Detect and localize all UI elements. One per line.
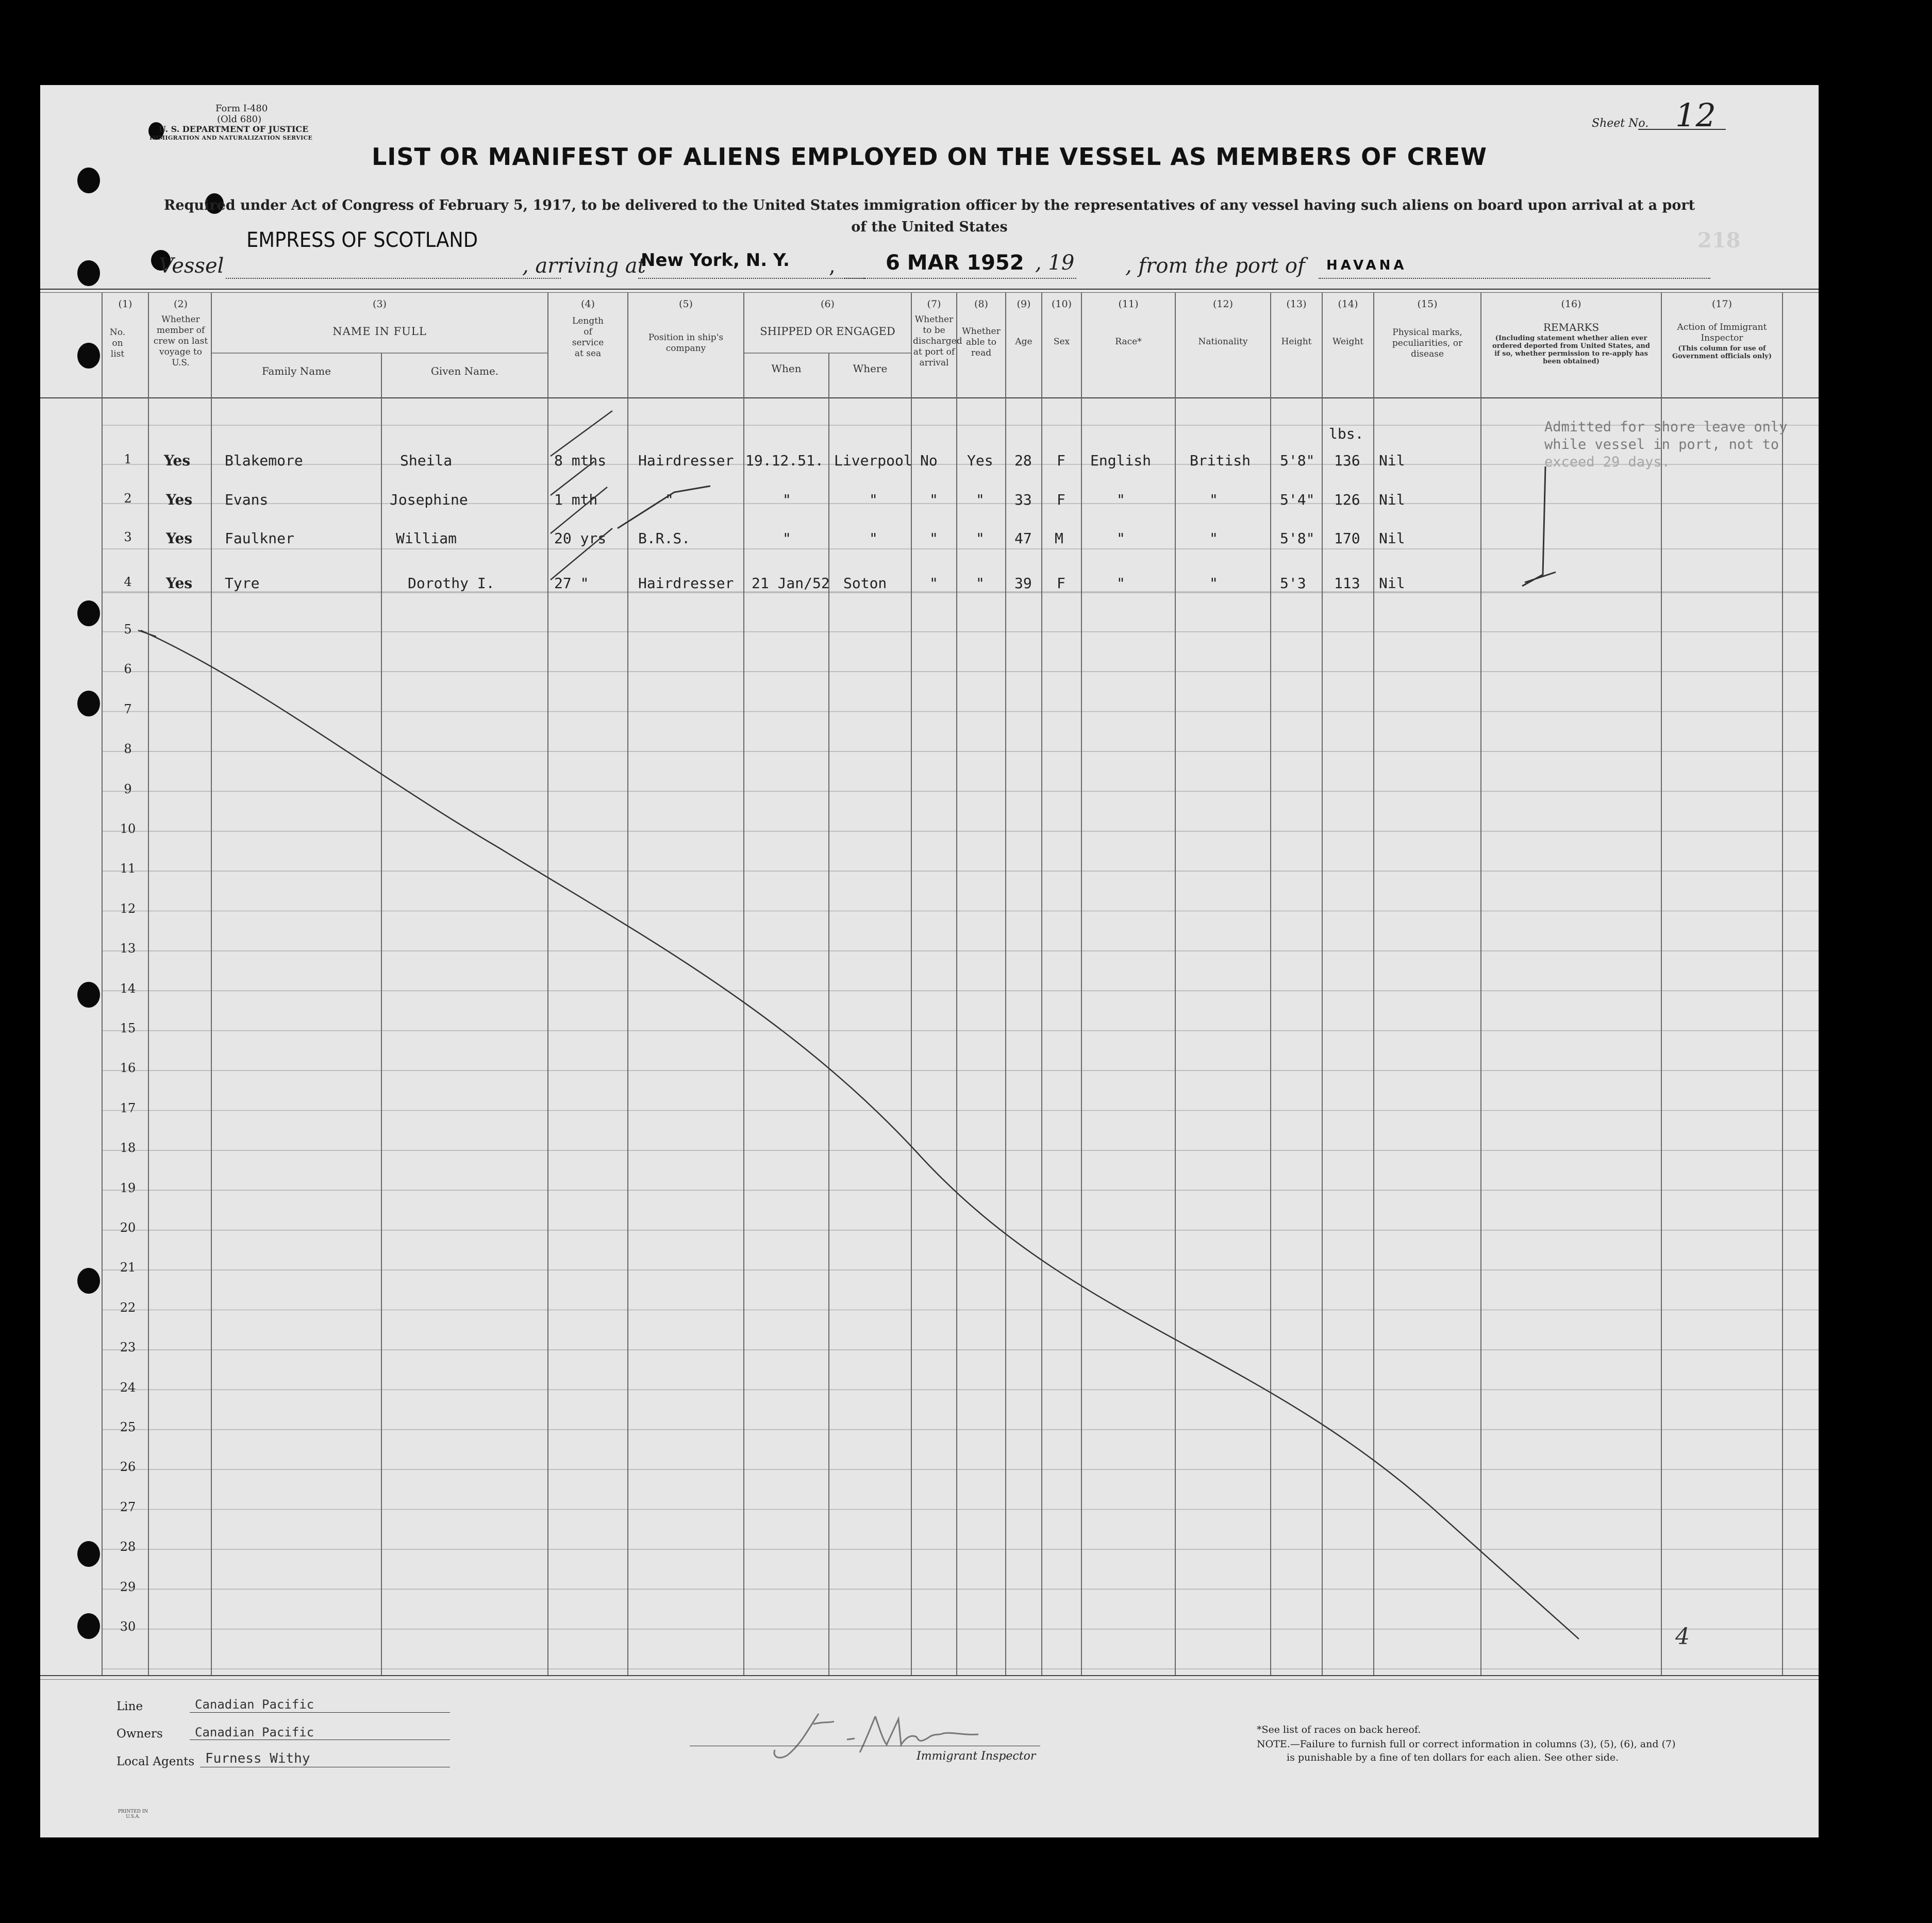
row-number: 1 <box>124 452 132 466</box>
discharged: " <box>929 530 938 547</box>
col14-number: (14) <box>1338 298 1358 310</box>
page-title: LIST OR MANIFEST OF ALIENS EMPLOYED ON THE VESSEL AS MEMBERS OF CREW <box>371 143 1487 171</box>
family-name: Evans <box>225 491 269 508</box>
row-number: 12 <box>120 901 136 916</box>
col16-number: (16) <box>1561 298 1581 310</box>
row-number: 21 <box>120 1260 136 1275</box>
row-number: 23 <box>120 1340 136 1355</box>
year-label: , 19 <box>1035 251 1075 275</box>
position: Hairdresser <box>638 575 734 592</box>
row-number: 4 <box>124 575 132 589</box>
race: " <box>1117 575 1125 592</box>
sex: F <box>1057 452 1065 469</box>
note-failure: NOTE.—Failure to furnish full or correct information in columns (3), (5), (6), and (7) <box>1257 1738 1676 1750</box>
crew-last-voyage: Yes <box>166 530 193 547</box>
family-name: Faulkner <box>225 530 294 547</box>
height: 5'8" <box>1280 530 1315 547</box>
form-number: Form I-480 <box>215 103 268 114</box>
shipped-where: " <box>869 530 878 547</box>
agents-value: Furness Withy <box>205 1751 310 1766</box>
remarks-line-2: while vessel in port, not to <box>1544 437 1779 453</box>
note-fine: is punishable by a fine of ten dollars for each alien. See other side. <box>1287 1752 1619 1763</box>
col12-label: Nationality <box>1198 337 1248 347</box>
able-to-read: " <box>976 491 985 508</box>
age: 33 <box>1014 491 1032 508</box>
manifest-sheet <box>40 85 1819 1837</box>
height: 5'3 <box>1280 575 1306 592</box>
sex: F <box>1057 491 1065 508</box>
vessel-name: EMPRESS OF SCOTLAND <box>246 228 478 252</box>
length-of-service: 8 mths <box>554 452 607 469</box>
arrival-date: 6 MAR 1952 <box>886 251 1024 275</box>
race: " <box>1117 530 1125 547</box>
sex: M <box>1055 530 1063 547</box>
shipped-where: Liverpool <box>834 452 912 469</box>
discharged: " <box>929 491 938 508</box>
shipped-when: " <box>782 530 791 547</box>
col17-label: Action of Immigrant Inspector <box>1677 322 1767 343</box>
position: " <box>665 491 674 508</box>
pen-strokes <box>40 85 1819 1837</box>
row-number: 10 <box>120 822 136 836</box>
department-name: U. S. DEPARTMENT OF JUSTICE <box>159 124 309 134</box>
col3-family-label: Family Name <box>261 365 331 377</box>
col5-number: (5) <box>679 298 693 310</box>
inspector-label: Immigrant Inspector <box>917 1750 1036 1763</box>
col10-label: Sex <box>1053 337 1070 347</box>
age: 47 <box>1014 530 1032 547</box>
col4-number: (4) <box>581 298 595 310</box>
weight: 113 <box>1334 575 1360 592</box>
col4-label: Length of service at sea <box>572 316 604 359</box>
col1-number: (1) <box>118 298 132 310</box>
service-name: IMMIGRATION AND NATURALIZATION SERVICE <box>149 135 313 141</box>
row-number: 28 <box>120 1540 136 1554</box>
stamp-number: 218 <box>1697 228 1741 253</box>
row-number: 17 <box>120 1100 136 1115</box>
col13-label: Height <box>1281 337 1312 347</box>
col17-note: (This column for use of Government officials only) <box>1672 345 1772 360</box>
length-of-service: 20 yrs <box>554 530 607 547</box>
race: English <box>1090 452 1152 469</box>
vessel-label: Vessel <box>159 254 224 278</box>
row-number: 29 <box>120 1579 136 1594</box>
row-number: 19 <box>120 1180 136 1195</box>
physical-marks: Nil <box>1379 530 1405 547</box>
row-number: 9 <box>124 781 132 796</box>
weight: 136 <box>1334 452 1360 469</box>
col6-number: (6) <box>821 298 835 310</box>
row-number: 30 <box>120 1619 136 1634</box>
col10-number: (10) <box>1051 298 1072 310</box>
shipped-where: Soton <box>843 575 887 592</box>
crew-last-voyage: Yes <box>166 575 193 592</box>
col12-number: (12) <box>1212 298 1233 310</box>
col13-number: (13) <box>1286 298 1307 310</box>
row-number: 13 <box>120 941 136 956</box>
row-number: 5 <box>124 622 132 637</box>
line-value: Canadian Pacific <box>195 1697 314 1712</box>
physical-marks: Nil <box>1379 575 1405 592</box>
row-number: 24 <box>120 1380 136 1395</box>
old-form-number: (Old 680) <box>217 114 262 125</box>
sheet-number: 12 <box>1675 96 1716 134</box>
remarks-line-3: exceed 29 days. <box>1544 454 1670 470</box>
col6-when-label: When <box>771 362 802 375</box>
row-number: 6 <box>124 662 132 677</box>
col17-number: (17) <box>1711 298 1732 310</box>
col11-number: (11) <box>1118 298 1139 310</box>
shipped-where: " <box>869 491 878 508</box>
row-number: 11 <box>120 861 136 876</box>
remarks-line-1: Admitted for shore leave only <box>1544 419 1788 435</box>
sex: F <box>1057 575 1065 592</box>
col6-where-label: Where <box>853 362 888 375</box>
length-of-service: 27 " <box>554 575 589 592</box>
from-label: , from the port of <box>1125 254 1305 278</box>
row-number: 25 <box>120 1420 136 1434</box>
sheet-label: Sheet No. <box>1592 117 1649 130</box>
able-to-read: " <box>976 575 985 592</box>
agents-label: Local Agents <box>116 1755 195 1768</box>
owners-value: Canadian Pacific <box>195 1725 314 1740</box>
row-number: 20 <box>120 1220 136 1235</box>
col5-label: Position in ship's company <box>648 332 724 354</box>
age: 39 <box>1014 575 1032 592</box>
discharged: " <box>929 575 938 592</box>
comma: , <box>829 254 836 278</box>
shipped-when: 21 Jan/52 <box>752 575 830 592</box>
shipped-when: " <box>782 491 791 508</box>
shipped-when: 19.12.51. <box>745 452 824 469</box>
physical-marks: Nil <box>1379 491 1405 508</box>
weight-unit: lbs. <box>1329 425 1364 442</box>
age: 28 <box>1014 452 1032 469</box>
family-name: Tyre <box>225 575 260 592</box>
arriving-port: New York, N. Y. <box>641 250 790 271</box>
row-number: 15 <box>120 1021 136 1035</box>
weight: 126 <box>1334 491 1360 508</box>
given-name: Dorothy I. <box>408 575 495 592</box>
subtitle-line-1: Required under Act of Congress of February 5, 1917, to be delivered to the United States immigration officer by the representatives of any vessel having such aliens on board upon arrival at a port <box>163 197 1695 213</box>
col8-label: Whether able to read <box>962 326 1001 358</box>
col2-number: (2) <box>174 298 188 310</box>
nationality: British <box>1190 452 1251 469</box>
arriving-label: , arriving at <box>522 254 646 278</box>
col3-label: NAME IN FULL <box>332 325 427 338</box>
col6-label: SHIPPED OR ENGAGED <box>760 325 895 338</box>
col3-number: (3) <box>373 298 387 310</box>
nationality: " <box>1209 530 1218 547</box>
nationality: " <box>1209 491 1218 508</box>
col8-number: (8) <box>974 298 988 310</box>
from-port: HAVANA <box>1326 258 1407 273</box>
row-number: 7 <box>124 701 132 716</box>
owners-label: Owners <box>116 1727 163 1741</box>
col9-number: (9) <box>1017 298 1031 310</box>
able-to-read: Yes <box>967 452 993 469</box>
col16-label: REMARKS <box>1543 321 1600 333</box>
col9-label: Age <box>1015 337 1032 347</box>
height: 5'4" <box>1280 491 1315 508</box>
col2-label: Whether member of crew on last voyage to U.S. <box>153 314 208 368</box>
col15-number: (15) <box>1417 298 1438 310</box>
given-name: William <box>396 530 457 547</box>
row-number: 14 <box>120 981 136 996</box>
count-mark: 4 <box>1675 1624 1690 1650</box>
crew-last-voyage: Yes <box>164 452 191 469</box>
given-name: Josephine <box>390 491 468 508</box>
line-underline <box>190 1712 450 1713</box>
able-to-read: " <box>976 530 985 547</box>
weight: 170 <box>1334 530 1360 547</box>
col16-note: (Including statement whether alien ever ordered deported from United States, and if so, whether permission to re-apply has been obtained) <box>1492 335 1650 365</box>
position: Hairdresser <box>638 452 734 469</box>
row-number: 16 <box>120 1061 136 1076</box>
col7-label: Whether to be discharged at port of arrival <box>913 314 962 368</box>
row-number: 22 <box>120 1300 136 1315</box>
position: B.R.S. <box>638 530 691 547</box>
crew-last-voyage: Yes <box>166 491 193 508</box>
row-number: 18 <box>120 1141 136 1156</box>
col3-given-label: Given Name. <box>430 365 499 377</box>
subtitle-line-2: of the United States <box>851 219 1008 235</box>
line-label: Line <box>116 1700 143 1713</box>
row-number: 8 <box>124 742 132 757</box>
col1-label: No. on list <box>109 327 126 359</box>
nationality: " <box>1209 575 1218 592</box>
given-name: Sheila <box>400 452 453 469</box>
row-number: 27 <box>120 1499 136 1514</box>
row-number: 3 <box>124 530 132 544</box>
row-number: 26 <box>120 1460 136 1475</box>
col7-number: (7) <box>927 298 941 310</box>
discharged: No <box>920 452 938 469</box>
col15-label: Physical marks, peculiarities, or disease <box>1392 327 1463 359</box>
printer-mark: PRINTED IN U.S.A. <box>118 1809 148 1819</box>
length-of-service: 1 mth <box>554 491 598 508</box>
col11-label: Race* <box>1115 337 1142 347</box>
family-name: Blakemore <box>225 452 303 469</box>
height: 5'8" <box>1280 452 1315 469</box>
physical-marks: Nil <box>1379 452 1405 469</box>
race: " <box>1117 491 1125 508</box>
col14-label: Weight <box>1332 337 1364 347</box>
note-races: *See list of races on back hereof. <box>1257 1724 1421 1735</box>
row-number: 2 <box>124 491 132 506</box>
